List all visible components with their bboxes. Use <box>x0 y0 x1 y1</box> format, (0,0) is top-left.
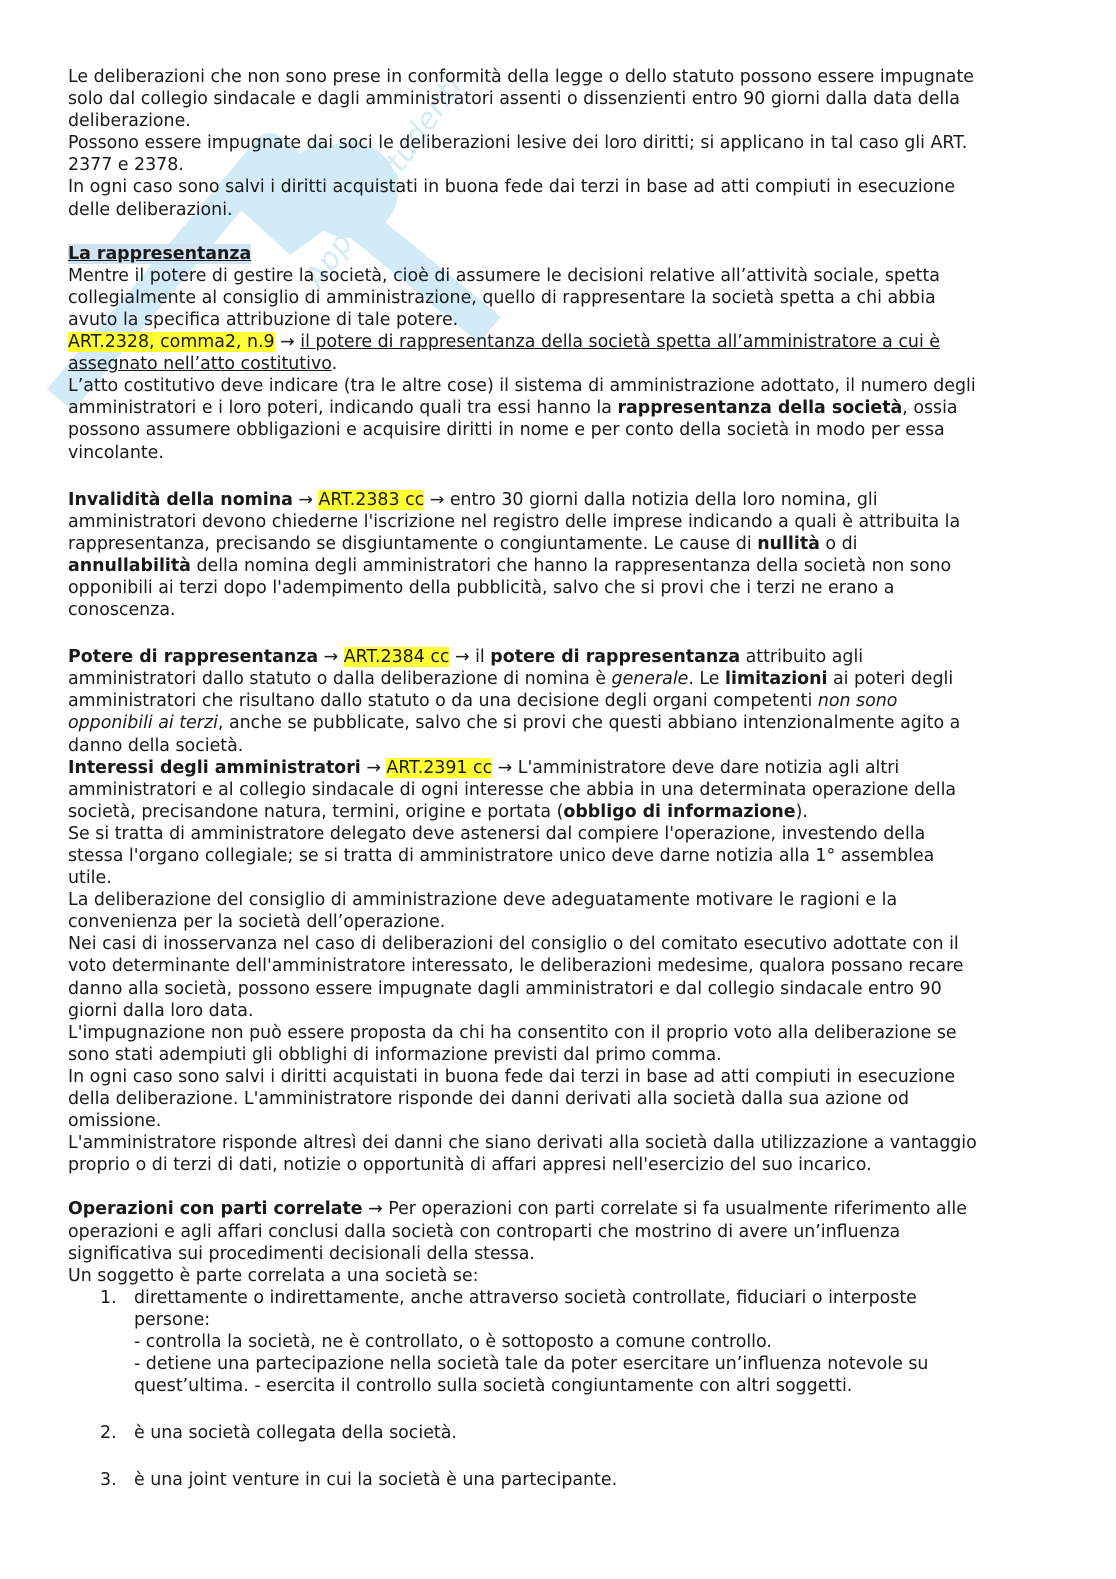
text-line: conoscenza. <box>68 600 176 621</box>
text-line: 2377 e 2378. <box>68 155 184 176</box>
arrow-right-icon: → <box>368 1199 383 1220</box>
text-line: persone: <box>134 1309 211 1330</box>
italic-term: non sono <box>817 691 898 712</box>
text-span: amministratori che risultano dallo statuto o da una decisione degli organi competenti <box>68 691 818 712</box>
italic-term: opponibili ai terzi <box>68 713 218 734</box>
text-line: danno alla società, possono essere impugnate dagli amministratori e dal collegio sindacale entro 90 <box>68 978 942 999</box>
paragraph-impugnazione <box>68 66 1048 221</box>
text-line: deliberazione. <box>68 111 191 132</box>
list-number: 3. <box>100 1470 117 1491</box>
text-line: collegialmente al consiglio di amministrazione, quello di rappresentare la società spetta a chi abbia <box>68 287 936 308</box>
text-line: Possono essere impugnate dai soci le deliberazioni lesive dei loro diritti; si applicano in tal caso gli ART. <box>68 133 968 154</box>
list-number: 2. <box>100 1423 117 1444</box>
section-rappresentanza <box>68 243 1048 464</box>
text-line: vincolante. <box>68 442 164 463</box>
art-2328-line-2 <box>68 353 1048 375</box>
text-line <box>68 397 1048 419</box>
text-line: possono assumere obbligazioni e acquisire diritti in nome e per conto della società in modo per essa <box>68 420 945 441</box>
section-title: Interessi degli amministratori <box>68 757 361 778</box>
section-title: Potere di rappresentanza <box>68 647 319 668</box>
arrow-right-icon: → <box>280 332 295 353</box>
document-page <box>68 66 1048 1491</box>
text-line: quest’ultima. - esercita il controllo sulla società congiuntamente con altri soggetti. <box>134 1376 853 1397</box>
arrow-right-icon: → <box>366 757 381 778</box>
text-line: Mentre il potere di gestire la società, cioè di assumere le decisioni relative all’attività sociale, spetta <box>68 265 940 286</box>
text-line: In ogni caso sono salvi i diritti acquistati in buona fede dai terzi in base ad atti compiuti in esecuzione <box>68 177 956 198</box>
arrow-right-icon: → <box>429 489 445 510</box>
arrow-right-icon: → <box>454 647 470 668</box>
text-line <box>68 712 1048 734</box>
text-line: avuto la specifica attribuzione di tale potere. <box>68 309 459 330</box>
bold-term: annullabilità <box>68 555 191 576</box>
arrow-right-icon: → <box>323 647 339 668</box>
bold-term: nullità <box>757 533 820 554</box>
bold-term: rappresentanza della società <box>617 398 903 419</box>
art-2328-line <box>68 331 1048 353</box>
text-line <box>68 801 1048 823</box>
text-span: della nomina degli amministratori che hanno la rappresentanza della società non sono <box>190 555 952 576</box>
text-line: omissione. <box>68 1111 162 1132</box>
underlined-text: il potere di rappresentanza della società spetta all’amministratore a cui è <box>300 332 941 353</box>
text-line <box>68 533 1048 555</box>
text-line: è una società collegata della società. <box>134 1423 457 1444</box>
art-reference: ART.2383 cc <box>318 489 425 510</box>
text-line: proprio o di terzi di dati, notizie o opportunità di affari appresi nell'esercizio del suo incarico. <box>68 1155 872 1176</box>
text-span: amministratori dallo statuto o dalla deliberazione di nomina è <box>68 669 612 690</box>
text-line: stessa l'organo collegiale; se si tratta di amministratore unico deve darne notizia alla 1° assemblea <box>68 846 935 866</box>
numbered-list <box>68 1287 1048 1492</box>
text-line <box>68 1198 1048 1220</box>
text-line: della deliberazione. L'amministratore risponde dei danni derivati alla società dalla sua azione od <box>68 1089 910 1110</box>
section-title: Operazioni con parti correlate <box>68 1199 363 1220</box>
text-line: amministratori devono chiederne l'iscrizione nel registro delle imprese indicando a quali è attribuita la <box>68 511 961 532</box>
list-item <box>100 1422 1048 1444</box>
art-reference: ART.2391 cc <box>386 757 493 778</box>
text-span: . Le <box>688 669 726 690</box>
bold-term: obbligo di informazione <box>563 801 796 822</box>
text-line: danno della società. <box>68 735 244 756</box>
text-line: solo dal collegio sindacale e dagli amministratori assenti o dissenzienti entro 90 giorni dalla data della <box>68 89 960 110</box>
text-line: delle deliberazioni. <box>68 199 233 220</box>
text-span: società, precisandone natura, termini, origine e portata ( <box>68 801 564 822</box>
section-heading: La rappresentanza <box>68 243 252 264</box>
section-interessi <box>68 757 1048 1177</box>
text-span: amministratori e i loro poteri, indicando quali tra essi hanno la <box>68 398 618 419</box>
underlined-text: assegnato nell’atto costitutivo <box>68 354 332 375</box>
text-line: In ogni caso sono salvi i diritti acquistati in buona fede dai terzi in base ad atti compiuti in esecuzione <box>68 1066 956 1087</box>
text-line: - controlla la società, ne è controllato, o è sottoposto a comune controllo. <box>134 1331 772 1352</box>
text-line: Le deliberazioni che non sono prese in conformità della legge o dello statuto possono essere impugnate <box>68 67 974 87</box>
punctuation: . <box>331 354 338 375</box>
text-line: significativa sui procedimenti decisionali della stessa. <box>68 1243 535 1264</box>
watermark-text: Appunti studenti <box>297 70 470 295</box>
text-line <box>68 690 1048 712</box>
text-line: convenienza per la società dell’operazione. <box>68 912 446 933</box>
text-line <box>68 489 1048 511</box>
text-span: o di <box>819 533 858 554</box>
text-line: voto determinante dell'amministratore interessato, le deliberazioni medesime, qualora possano recare <box>68 956 964 977</box>
bold-term: limitazioni <box>725 669 828 690</box>
text-span: attribuito agli <box>740 647 864 668</box>
list-item <box>100 1287 1048 1397</box>
section-title: Invalidità della nomina <box>68 489 293 510</box>
text-span: L'amministratore deve dare notizia agli altri <box>512 757 900 778</box>
text-line: L’atto costitutivo deve indicare (tra le altre cose) il sistema di amministrazione adottato, il numero degli <box>68 376 976 397</box>
text-line: L'amministratore risponde altresì dei danni che siano derivati alla società dalla utilizzazione a vantaggio <box>68 1133 977 1154</box>
text-line: L'impugnazione non può essere proposta da chi ha consentito con il proprio voto alla deliberazione se <box>68 1022 957 1043</box>
text-span: , anche se pubblicate, salvo che si provi che questi abbiano intenzionalmente agito a <box>217 713 961 734</box>
text-line: utile. <box>68 868 112 889</box>
text-span: il <box>469 647 491 668</box>
text-span: ai poteri degli <box>827 669 954 690</box>
text-line: La deliberazione del consiglio di amministrazione deve adeguatamente motivare le ragioni e la <box>68 890 898 911</box>
text-line: opponibili ai terzi dopo l'adempimento della pubblicità, salvo che si provi che i terzi ne erano a <box>68 577 895 598</box>
text-line <box>68 668 1048 690</box>
arrow-right-icon: → <box>298 489 313 510</box>
text-line: sono stati adempiuti gli obblighi di informazione previsti dal primo comma. <box>68 1044 722 1065</box>
text-line <box>68 555 1048 577</box>
art-reference: ART.2384 cc <box>343 647 450 668</box>
text-span: entro 30 giorni dalla notizia della loro nomina, gli <box>444 489 878 510</box>
text-line: Nei casi di inosservanza nel caso di deliberazioni del consiglio o del comitato esecutivo adottate con il <box>68 934 959 955</box>
text-line: Un soggetto è parte correlata a una società se: <box>68 1265 479 1286</box>
text-line: giorni dalla loro data. <box>68 1000 254 1021</box>
section-operazioni <box>68 1198 1048 1491</box>
text-line: operazioni e agli affari conclusi dalla società con controparti che mostrino di avere un’influenza <box>68 1221 901 1242</box>
section-invalidita <box>68 489 1048 622</box>
bold-term: potere di rappresentanza <box>490 647 741 668</box>
list-number: 1. <box>100 1287 117 1308</box>
text-span: , ossia <box>902 398 958 419</box>
arrow-right-icon: → <box>497 757 513 778</box>
text-line: Se si tratta di amministratore delegato deve astenersi dal compiere l'operazione, investendo della <box>68 823 926 844</box>
text-line <box>68 757 1048 779</box>
italic-term: generale <box>611 669 689 690</box>
text-line: - detiene una partecipazione nella società tale da poter esercitare un’influenza notevole su <box>134 1354 929 1375</box>
text-line: è una joint venture in cui la società è una partecipante. <box>134 1470 618 1491</box>
text-line: amministratori e al collegio sindacale di ogni interesse che abbia in una determinata operazione della <box>68 779 957 800</box>
list-item <box>100 1469 1048 1491</box>
text-span: Per operazioni con parti correlate si fa usualmente riferimento alle <box>382 1199 967 1220</box>
text-span: rappresentanza, precisando se disgiuntamente o congiuntamente. Le cause di <box>68 533 758 554</box>
text-line <box>68 646 1048 668</box>
art-reference: ART.2328, comma2, n.9 <box>68 332 275 353</box>
text-span: ). <box>795 801 808 822</box>
text-line: direttamente o indirettamente, anche attraverso società controllate, fiduciari o interposte <box>134 1287 917 1308</box>
section-potere <box>68 646 1048 756</box>
